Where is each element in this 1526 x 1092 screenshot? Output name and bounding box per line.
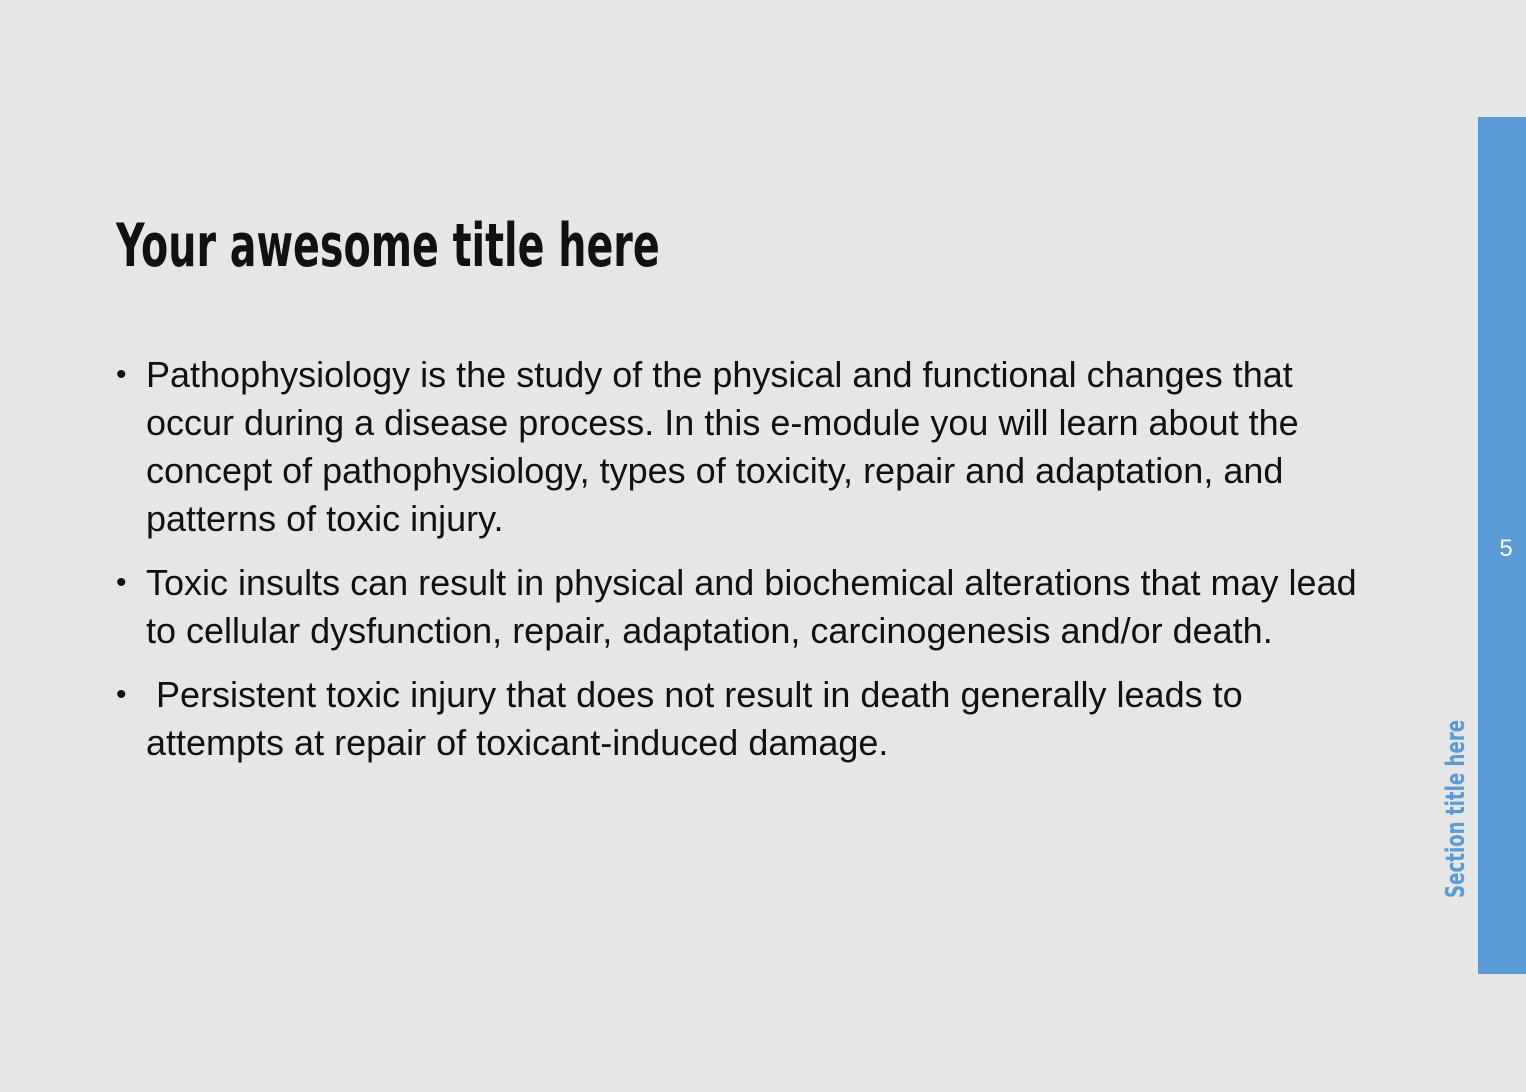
bullet-text: Toxic insults can result in physical and biochemical alterations that may lead to cellular dysfunction, repair, adaptation, carcinogenesis and/or death. [146,562,1357,651]
bullet-item [116,559,1366,655]
bullet-list [116,351,1366,783]
bullet-text: Pathophysiology is the study of the physical and functional changes that occur during a disease process. In this e-module you will learn about the concept of pathophysiology, types of toxicity, repair and adaptation, and patterns of toxic injury. [146,354,1299,539]
bullet-item [116,351,1366,543]
bullet-text: Persistent toxic injury that does not result in death generally leads to attempts at repair of toxicant-induced damage. [146,674,1253,763]
bullet-marker: • [116,566,127,599]
bullet-item [116,671,1366,767]
bullet-marker: • [116,358,127,391]
section-title: Section title here [1441,719,1471,898]
page-number: 5 [1499,535,1513,562]
slide-title: Your awesome title here [116,211,660,281]
bullet-marker: • [116,678,127,711]
